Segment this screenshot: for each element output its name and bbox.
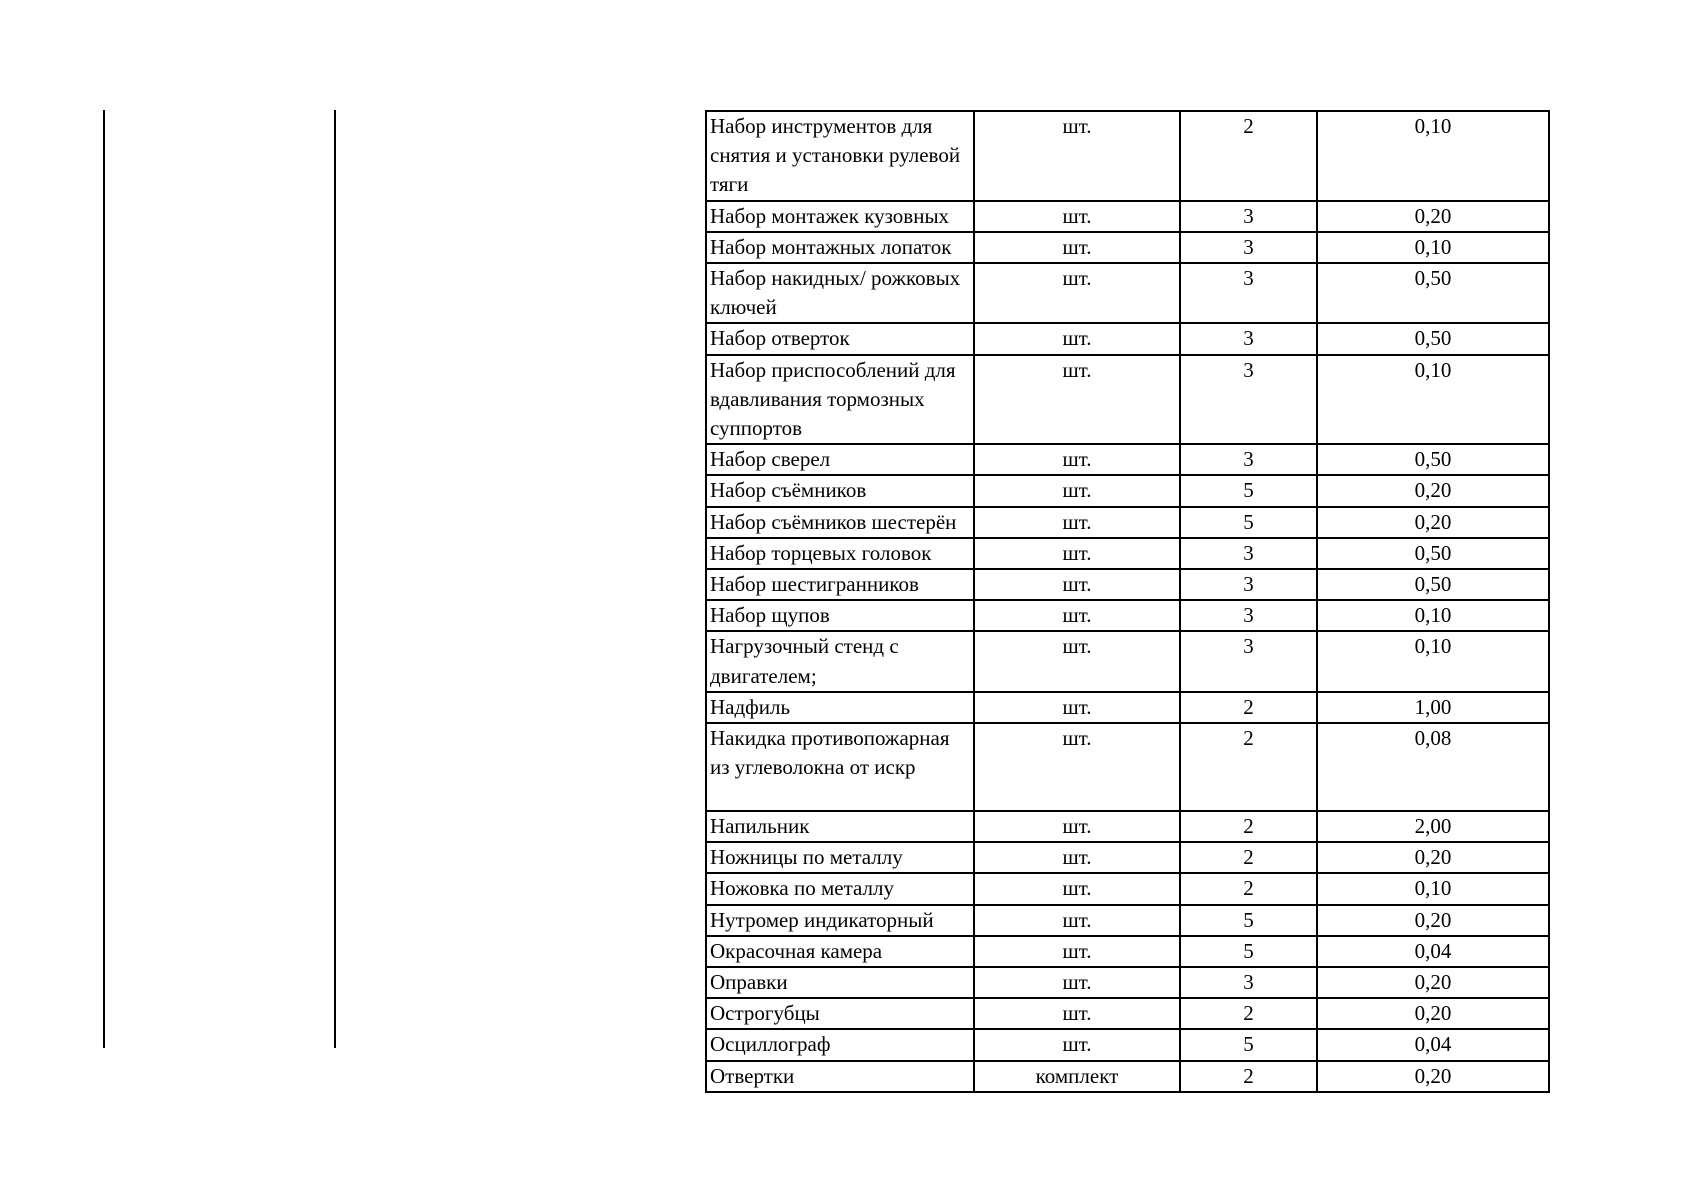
unit-cell: шт.	[974, 723, 1180, 811]
item-name-cell: Набор торцевых головок	[706, 538, 974, 569]
unit-cell: шт.	[974, 692, 1180, 723]
unit-cell: шт.	[974, 111, 1180, 201]
item-name-cell: Набор накидных/ рожковых ключей	[706, 263, 974, 323]
item-name-cell: Осциллограф	[706, 1029, 974, 1060]
table-row	[706, 692, 1549, 723]
rate-cell: 0,20	[1317, 967, 1549, 998]
unit-cell: шт.	[974, 967, 1180, 998]
rate-cell: 0,10	[1317, 232, 1549, 263]
rate-cell: 0,20	[1317, 475, 1549, 506]
item-name-cell: Набор монтажек кузовных	[706, 201, 974, 232]
rate-cell: 0,08	[1317, 723, 1549, 811]
item-name-cell: Накидка противопожарная из углеволокна от искр	[706, 723, 974, 811]
unit-cell: шт.	[974, 631, 1180, 691]
item-name-cell: Набор съёмников шестерён	[706, 507, 974, 538]
unit-cell: шт.	[974, 263, 1180, 323]
middle-column-border	[334, 110, 336, 1048]
rate-cell: 2,00	[1317, 811, 1549, 842]
unit-cell: шт.	[974, 905, 1180, 936]
quantity-cell: 3	[1180, 569, 1317, 600]
table-row	[706, 600, 1549, 631]
unit-cell: шт.	[974, 507, 1180, 538]
item-name-cell: Отвертки	[706, 1061, 974, 1092]
table-row	[706, 1061, 1549, 1092]
rate-cell: 0,20	[1317, 1061, 1549, 1092]
table-row	[706, 1029, 1549, 1060]
quantity-cell: 2	[1180, 811, 1317, 842]
quantity-cell: 5	[1180, 905, 1317, 936]
left-column-border	[103, 110, 105, 1048]
quantity-cell: 2	[1180, 111, 1317, 201]
unit-cell: шт.	[974, 201, 1180, 232]
table-row	[706, 998, 1549, 1029]
rate-cell: 0,10	[1317, 631, 1549, 691]
table-row	[706, 111, 1549, 201]
unit-cell: шт.	[974, 323, 1180, 354]
quantity-cell: 3	[1180, 355, 1317, 445]
equipment-table	[705, 110, 1550, 1093]
table-row	[706, 507, 1549, 538]
rate-cell: 0,10	[1317, 873, 1549, 904]
quantity-cell: 3	[1180, 201, 1317, 232]
quantity-cell: 3	[1180, 263, 1317, 323]
item-name-cell: Ножницы по металлу	[706, 842, 974, 873]
quantity-cell: 5	[1180, 475, 1317, 506]
item-name-cell: Нутромер индикаторный	[706, 905, 974, 936]
unit-cell: шт.	[974, 811, 1180, 842]
rate-cell: 0,20	[1317, 842, 1549, 873]
table-row	[706, 569, 1549, 600]
rate-cell: 0,20	[1317, 201, 1549, 232]
unit-cell: шт.	[974, 232, 1180, 263]
item-name-cell: Оправки	[706, 967, 974, 998]
table-row	[706, 201, 1549, 232]
table-row	[706, 323, 1549, 354]
table-row	[706, 538, 1549, 569]
item-name-cell: Набор шестигранников	[706, 569, 974, 600]
unit-cell: шт.	[974, 355, 1180, 445]
quantity-cell: 2	[1180, 1061, 1317, 1092]
quantity-cell: 3	[1180, 631, 1317, 691]
unit-cell: шт.	[974, 936, 1180, 967]
table-row	[706, 842, 1549, 873]
table-row	[706, 967, 1549, 998]
table-row	[706, 936, 1549, 967]
quantity-cell: 5	[1180, 1029, 1317, 1060]
quantity-cell: 5	[1180, 507, 1317, 538]
unit-cell: комплект	[974, 1061, 1180, 1092]
unit-cell: шт.	[974, 842, 1180, 873]
unit-cell: шт.	[974, 600, 1180, 631]
item-name-cell: Напильник	[706, 811, 974, 842]
unit-cell: шт.	[974, 569, 1180, 600]
table-row	[706, 811, 1549, 842]
rate-cell: 0,50	[1317, 263, 1549, 323]
table-row	[706, 475, 1549, 506]
unit-cell: шт.	[974, 1029, 1180, 1060]
quantity-cell: 2	[1180, 998, 1317, 1029]
item-name-cell: Окрасочная камера	[706, 936, 974, 967]
rate-cell: 0,20	[1317, 507, 1549, 538]
rate-cell: 0,50	[1317, 538, 1549, 569]
item-name-cell: Нагрузочный стенд с двигателем;	[706, 631, 974, 691]
table-row	[706, 444, 1549, 475]
quantity-cell: 2	[1180, 842, 1317, 873]
table-row	[706, 873, 1549, 904]
table-row	[706, 723, 1549, 811]
quantity-cell: 5	[1180, 936, 1317, 967]
rate-cell: 0,04	[1317, 1029, 1549, 1060]
quantity-cell: 3	[1180, 600, 1317, 631]
quantity-cell: 3	[1180, 323, 1317, 354]
quantity-cell: 3	[1180, 967, 1317, 998]
rate-cell: 0,50	[1317, 323, 1549, 354]
item-name-cell: Набор сверел	[706, 444, 974, 475]
rate-cell: 0,50	[1317, 569, 1549, 600]
unit-cell: шт.	[974, 873, 1180, 904]
quantity-cell: 3	[1180, 538, 1317, 569]
item-name-cell: Набор съёмников	[706, 475, 974, 506]
rate-cell: 0,50	[1317, 444, 1549, 475]
rate-cell: 0,20	[1317, 998, 1549, 1029]
equipment-table-body	[706, 111, 1549, 1092]
rate-cell: 0,20	[1317, 905, 1549, 936]
rate-cell: 0,10	[1317, 111, 1549, 201]
table-row	[706, 631, 1549, 691]
quantity-cell: 3	[1180, 444, 1317, 475]
unit-cell: шт.	[974, 444, 1180, 475]
item-name-cell: Надфиль	[706, 692, 974, 723]
item-name-cell: Острогубцы	[706, 998, 974, 1029]
table-row	[706, 355, 1549, 445]
table-row	[706, 263, 1549, 323]
quantity-cell: 2	[1180, 723, 1317, 811]
unit-cell: шт.	[974, 475, 1180, 506]
item-name-cell: Набор приспособлений для вдавливания тормозных суппортов	[706, 355, 974, 445]
rate-cell: 0,10	[1317, 600, 1549, 631]
item-name-cell: Набор монтажных лопаток	[706, 232, 974, 263]
unit-cell: шт.	[974, 998, 1180, 1029]
rate-cell: 1,00	[1317, 692, 1549, 723]
rate-cell: 0,04	[1317, 936, 1549, 967]
item-name-cell: Ножовка по металлу	[706, 873, 974, 904]
item-name-cell: Набор отверток	[706, 323, 974, 354]
item-name-cell: Набор инструментов для снятия и установки рулевой тяги	[706, 111, 974, 201]
quantity-cell: 3	[1180, 232, 1317, 263]
table-row	[706, 232, 1549, 263]
quantity-cell: 2	[1180, 873, 1317, 904]
rate-cell: 0,10	[1317, 355, 1549, 445]
table-row	[706, 905, 1549, 936]
quantity-cell: 2	[1180, 692, 1317, 723]
unit-cell: шт.	[974, 538, 1180, 569]
item-name-cell: Набор щупов	[706, 600, 974, 631]
